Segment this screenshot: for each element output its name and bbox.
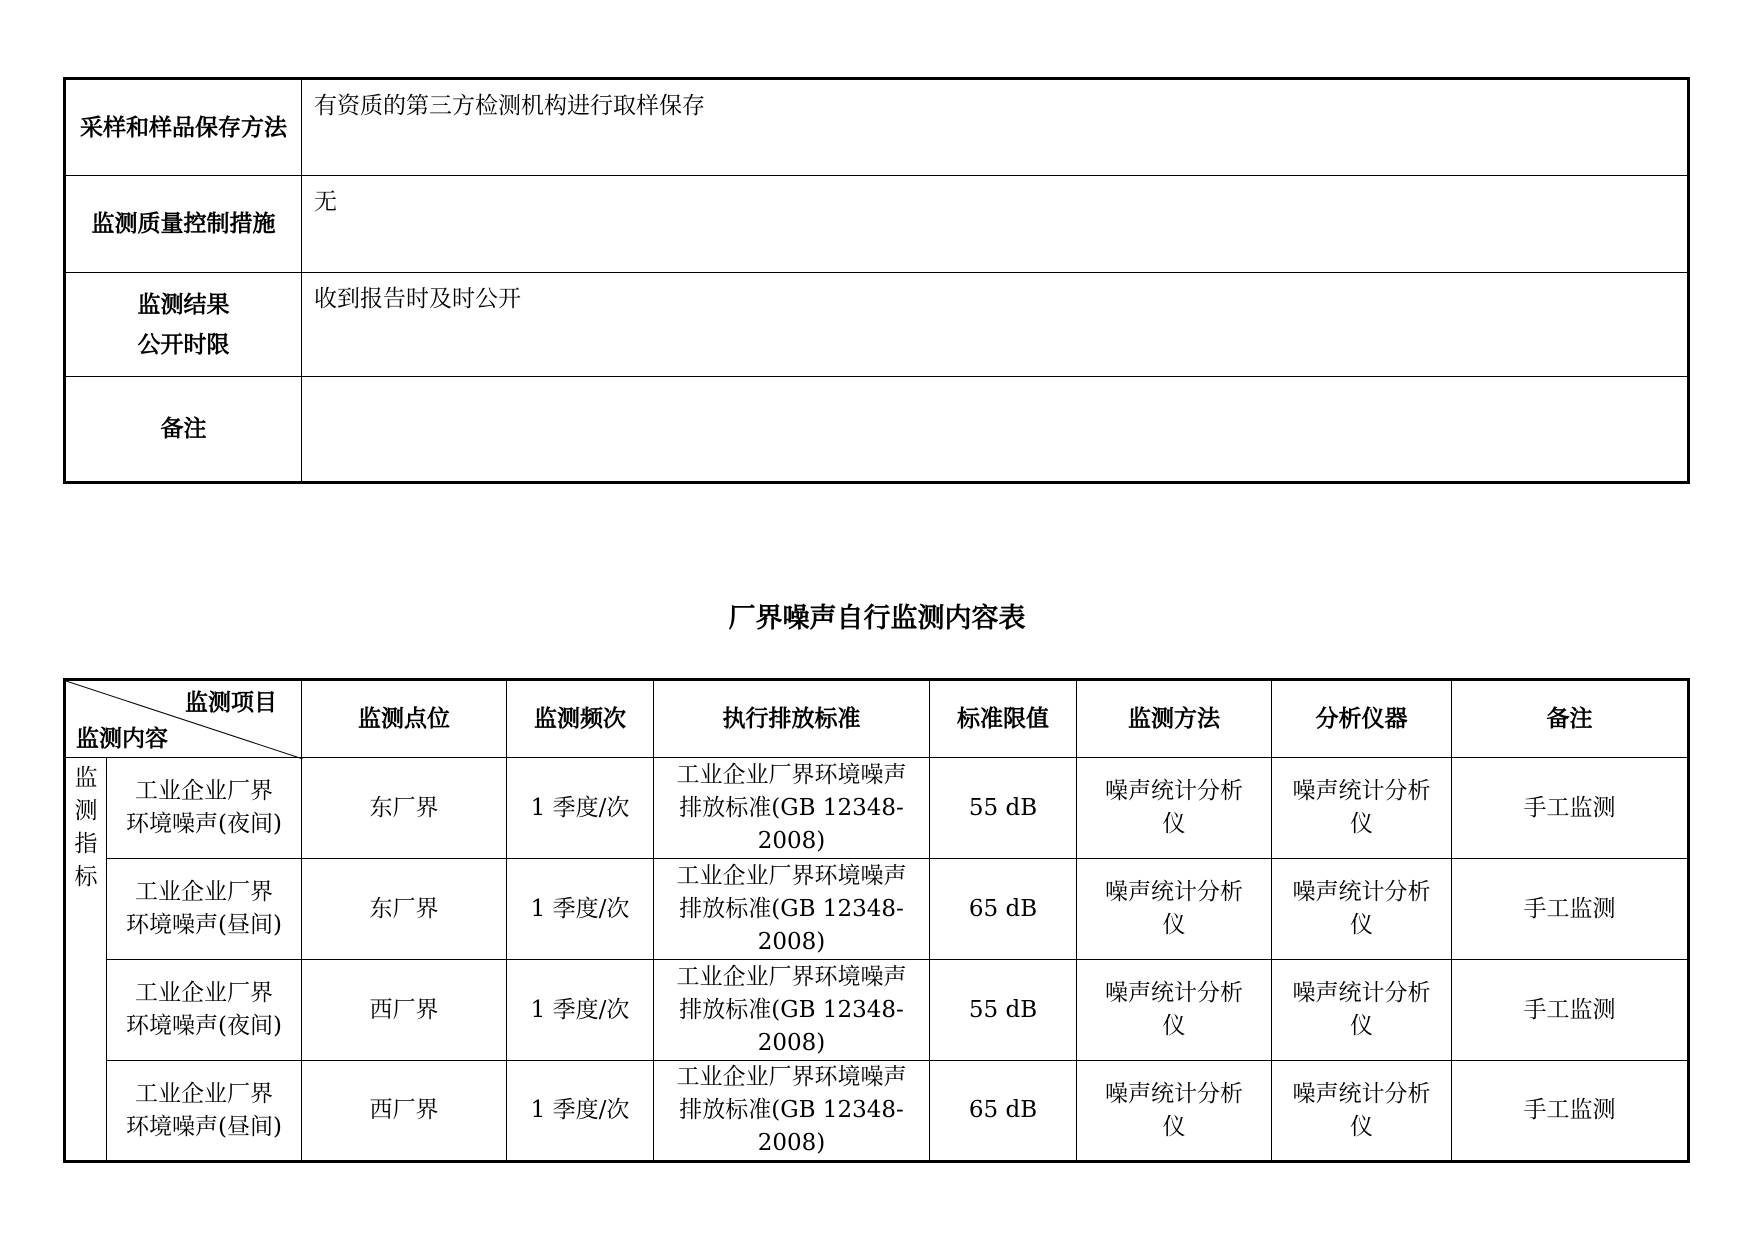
monitor-item: 工业企业厂界 环境噪声(昼间) xyxy=(107,1061,302,1162)
monitor-point: 东厂界 xyxy=(302,859,507,960)
table-row xyxy=(65,1061,1689,1162)
group-label-cell xyxy=(65,758,107,1162)
info-table xyxy=(63,77,1690,484)
header-standard: 执行排放标准 xyxy=(654,680,930,758)
analysis-instrument: 噪声统计分析 仪 xyxy=(1272,859,1452,960)
header-frequency: 监测频次 xyxy=(507,680,654,758)
quality-control-value: 无 xyxy=(302,176,1689,273)
table-row xyxy=(65,176,1689,273)
standard-limit: 65 dB xyxy=(930,1061,1077,1162)
standard-limit: 65 dB xyxy=(930,859,1077,960)
remark-value xyxy=(302,377,1689,483)
header-item: 监测项目 xyxy=(185,689,277,716)
group-label-char: 指 xyxy=(74,831,98,857)
header-limit: 标准限值 xyxy=(930,680,1077,758)
standard-limit: 55 dB xyxy=(930,960,1077,1061)
row-remark: 手工监测 xyxy=(1452,1061,1689,1162)
sampling-method-value: 有资质的第三方检测机构进行取样保存 xyxy=(302,79,1689,176)
monitor-frequency: 1 季度/次 xyxy=(507,859,654,960)
analysis-instrument: 噪声统计分析 仪 xyxy=(1272,960,1452,1061)
emission-standard: 工业企业厂界环境噪声 排放标准(GB 12348- 2008) xyxy=(654,758,930,859)
analysis-instrument: 噪声统计分析 仪 xyxy=(1272,758,1452,859)
monitor-method: 噪声统计分析 仪 xyxy=(1077,859,1272,960)
monitor-method: 噪声统计分析 仪 xyxy=(1077,1061,1272,1162)
monitor-point: 西厂界 xyxy=(302,1061,507,1162)
table-row xyxy=(65,859,1689,960)
emission-standard: 工业企业厂界环境噪声 排放标准(GB 12348- 2008) xyxy=(654,960,930,1061)
row-remark: 手工监测 xyxy=(1452,960,1689,1061)
monitor-frequency: 1 季度/次 xyxy=(507,960,654,1061)
disclosure-label-line2: 公开时限 xyxy=(137,331,230,358)
standard-limit: 55 dB xyxy=(930,758,1077,859)
header-remark: 备注 xyxy=(1452,680,1689,758)
disclosure-deadline-label xyxy=(65,273,302,377)
header-instrument: 分析仪器 xyxy=(1272,680,1452,758)
row-remark: 手工监测 xyxy=(1452,859,1689,960)
analysis-instrument: 噪声统计分析 仪 xyxy=(1272,1061,1452,1162)
disclosure-label-line1: 监测结果 xyxy=(137,291,230,318)
monitor-method: 噪声统计分析 仪 xyxy=(1077,758,1272,859)
header-method: 监测方法 xyxy=(1077,680,1272,758)
monitor-frequency: 1 季度/次 xyxy=(507,1061,654,1162)
monitor-item: 工业企业厂界 环境噪声(夜间) xyxy=(107,960,302,1061)
header-point: 监测点位 xyxy=(302,680,507,758)
monitor-frequency: 1 季度/次 xyxy=(507,758,654,859)
sampling-method-label: 采样和样品保存方法 xyxy=(65,79,302,176)
disclosure-deadline-value: 收到报告时及时公开 xyxy=(302,273,1689,377)
table-row xyxy=(65,377,1689,483)
row-remark: 手工监测 xyxy=(1452,758,1689,859)
table-row xyxy=(65,79,1689,176)
header-row xyxy=(65,680,1689,758)
monitor-method: 噪声统计分析 仪 xyxy=(1077,960,1272,1061)
emission-standard: 工业企业厂界环境噪声 排放标准(GB 12348- 2008) xyxy=(654,859,930,960)
table-row xyxy=(65,960,1689,1061)
group-label-char: 测 xyxy=(74,798,98,824)
header-content: 监测内容 xyxy=(76,725,168,752)
quality-control-label: 监测质量控制措施 xyxy=(65,176,302,273)
diagonal-header-cell xyxy=(65,680,302,758)
monitor-item: 工业企业厂界 环境噪声(昼间) xyxy=(107,859,302,960)
noise-monitoring-table xyxy=(63,678,1690,1163)
group-label-char: 标 xyxy=(74,864,98,890)
emission-standard: 工业企业厂界环境噪声 排放标准(GB 12348- 2008) xyxy=(654,1061,930,1162)
table-row xyxy=(65,758,1689,859)
monitor-point: 西厂界 xyxy=(302,960,507,1061)
monitor-item: 工业企业厂界 环境噪声(夜间) xyxy=(107,758,302,859)
remark-label: 备注 xyxy=(65,377,302,483)
table-row xyxy=(65,273,1689,377)
monitor-point: 东厂界 xyxy=(302,758,507,859)
group-label-char: 监 xyxy=(74,765,98,791)
noise-table-title: 厂界噪声自行监测内容表 xyxy=(728,603,1026,634)
